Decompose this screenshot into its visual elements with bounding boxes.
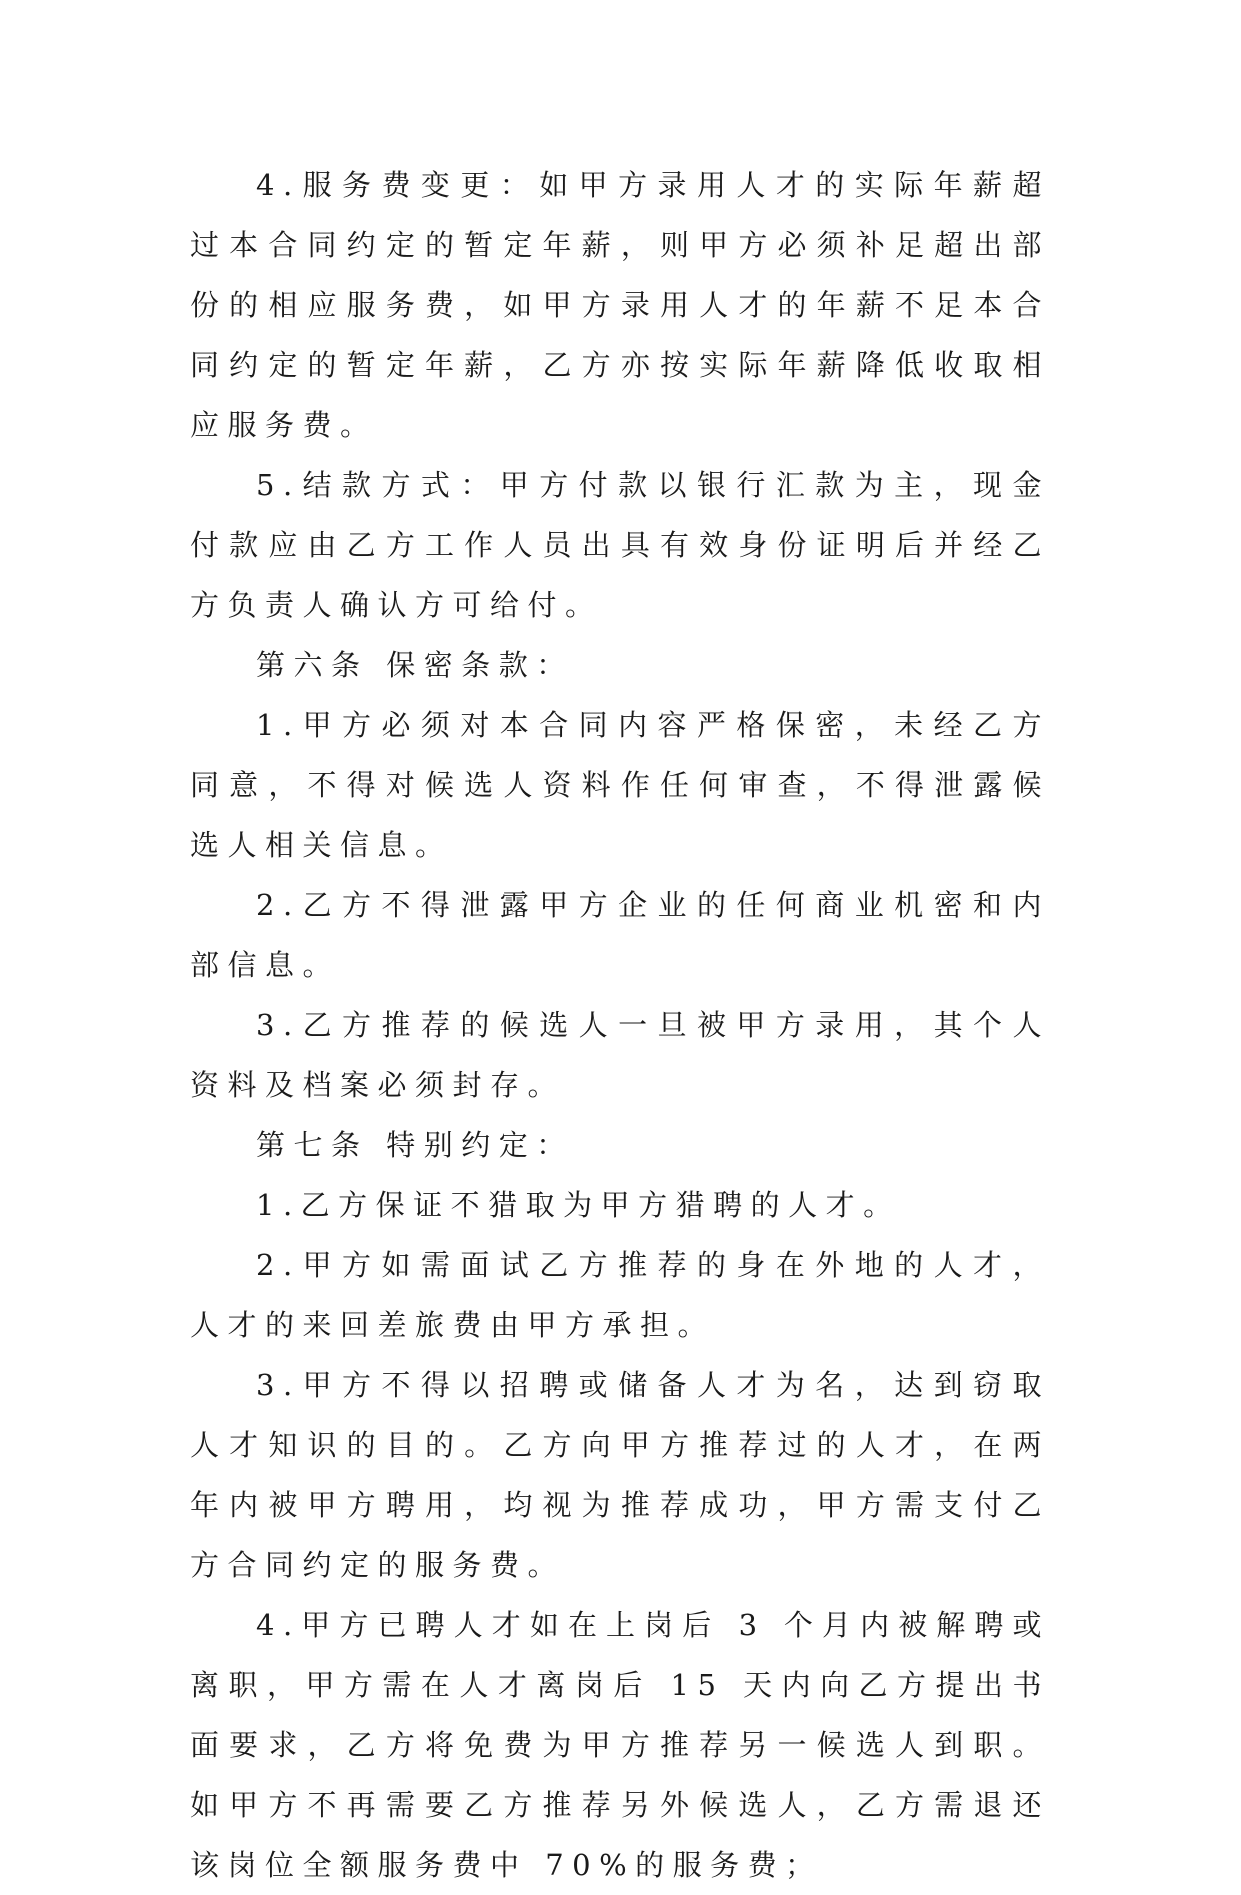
paragraph-text: 2.乙方不得泄露甲方企业的任何商业机密和内部信息。 bbox=[190, 888, 1050, 982]
paragraph-confidentiality-2 bbox=[190, 875, 1050, 995]
paragraph-text: 1.甲方必须对本合同内容严格保密，未经乙方同意，不得对候选人资料作任何审查，不得泄露候选人相关信息。 bbox=[190, 708, 1050, 862]
paragraph-service-fee-change bbox=[190, 155, 1050, 455]
paragraph-text: 1.乙方保证不猎取为甲方猎聘的人才。 bbox=[256, 1188, 901, 1222]
paragraph-special-3 bbox=[190, 1355, 1050, 1595]
document-page bbox=[190, 155, 1050, 1882]
paragraph-confidentiality-3 bbox=[190, 995, 1050, 1115]
paragraph-text: 3.甲方不得以招聘或储备人才为名，达到窃取人才知识的目的。乙方向甲方推荐过的人才，在两年内被甲方聘用，均视为推荐成功，甲方需支付乙方合同约定的服务费。 bbox=[190, 1368, 1050, 1582]
paragraph-text: 5.结款方式：甲方付款以银行汇款为主，现金付款应由乙方工作人员出具有效身份证明后并经乙方负责人确认方可给付。 bbox=[190, 468, 1050, 622]
paragraph-special-1 bbox=[190, 1175, 1050, 1235]
heading-article-six bbox=[190, 635, 1050, 695]
paragraph-special-2 bbox=[190, 1235, 1050, 1355]
heading-text: 第六条 保密条款： bbox=[256, 648, 574, 682]
heading-text: 第七条 特别约定： bbox=[256, 1128, 574, 1162]
paragraph-confidentiality-1 bbox=[190, 695, 1050, 875]
paragraph-text: 3.乙方推荐的候选人一旦被甲方录用，其个人资料及档案必须封存。 bbox=[190, 1008, 1050, 1102]
paragraph-payment-method bbox=[190, 455, 1050, 635]
paragraph-text: 4.服务费变更：如甲方录用人才的实际年薪超过本合同约定的暂定年薪，则甲方必须补足超出部份的相应服务费，如甲方录用人才的年薪不足本合同约定的暂定年薪，乙方亦按实际年薪降低收取相应服务费。 bbox=[190, 168, 1050, 442]
paragraph-text: 4.甲方已聘人才如在上岗后 3 个月内被解聘或离职，甲方需在人才离岗后 15 天内向乙方提出书面要求，乙方将免费为甲方推荐另一候选人到职。如甲方不再需要乙方推荐另外候选人，乙方需退还该岗位全额服务费中 70%的服务费； bbox=[190, 1608, 1050, 1882]
heading-article-seven bbox=[190, 1115, 1050, 1175]
paragraph-special-4 bbox=[190, 1595, 1050, 1895]
paragraph-text: 2.甲方如需面试乙方推荐的身在外地的人才，人才的来回差旅费由甲方承担。 bbox=[190, 1248, 1050, 1342]
